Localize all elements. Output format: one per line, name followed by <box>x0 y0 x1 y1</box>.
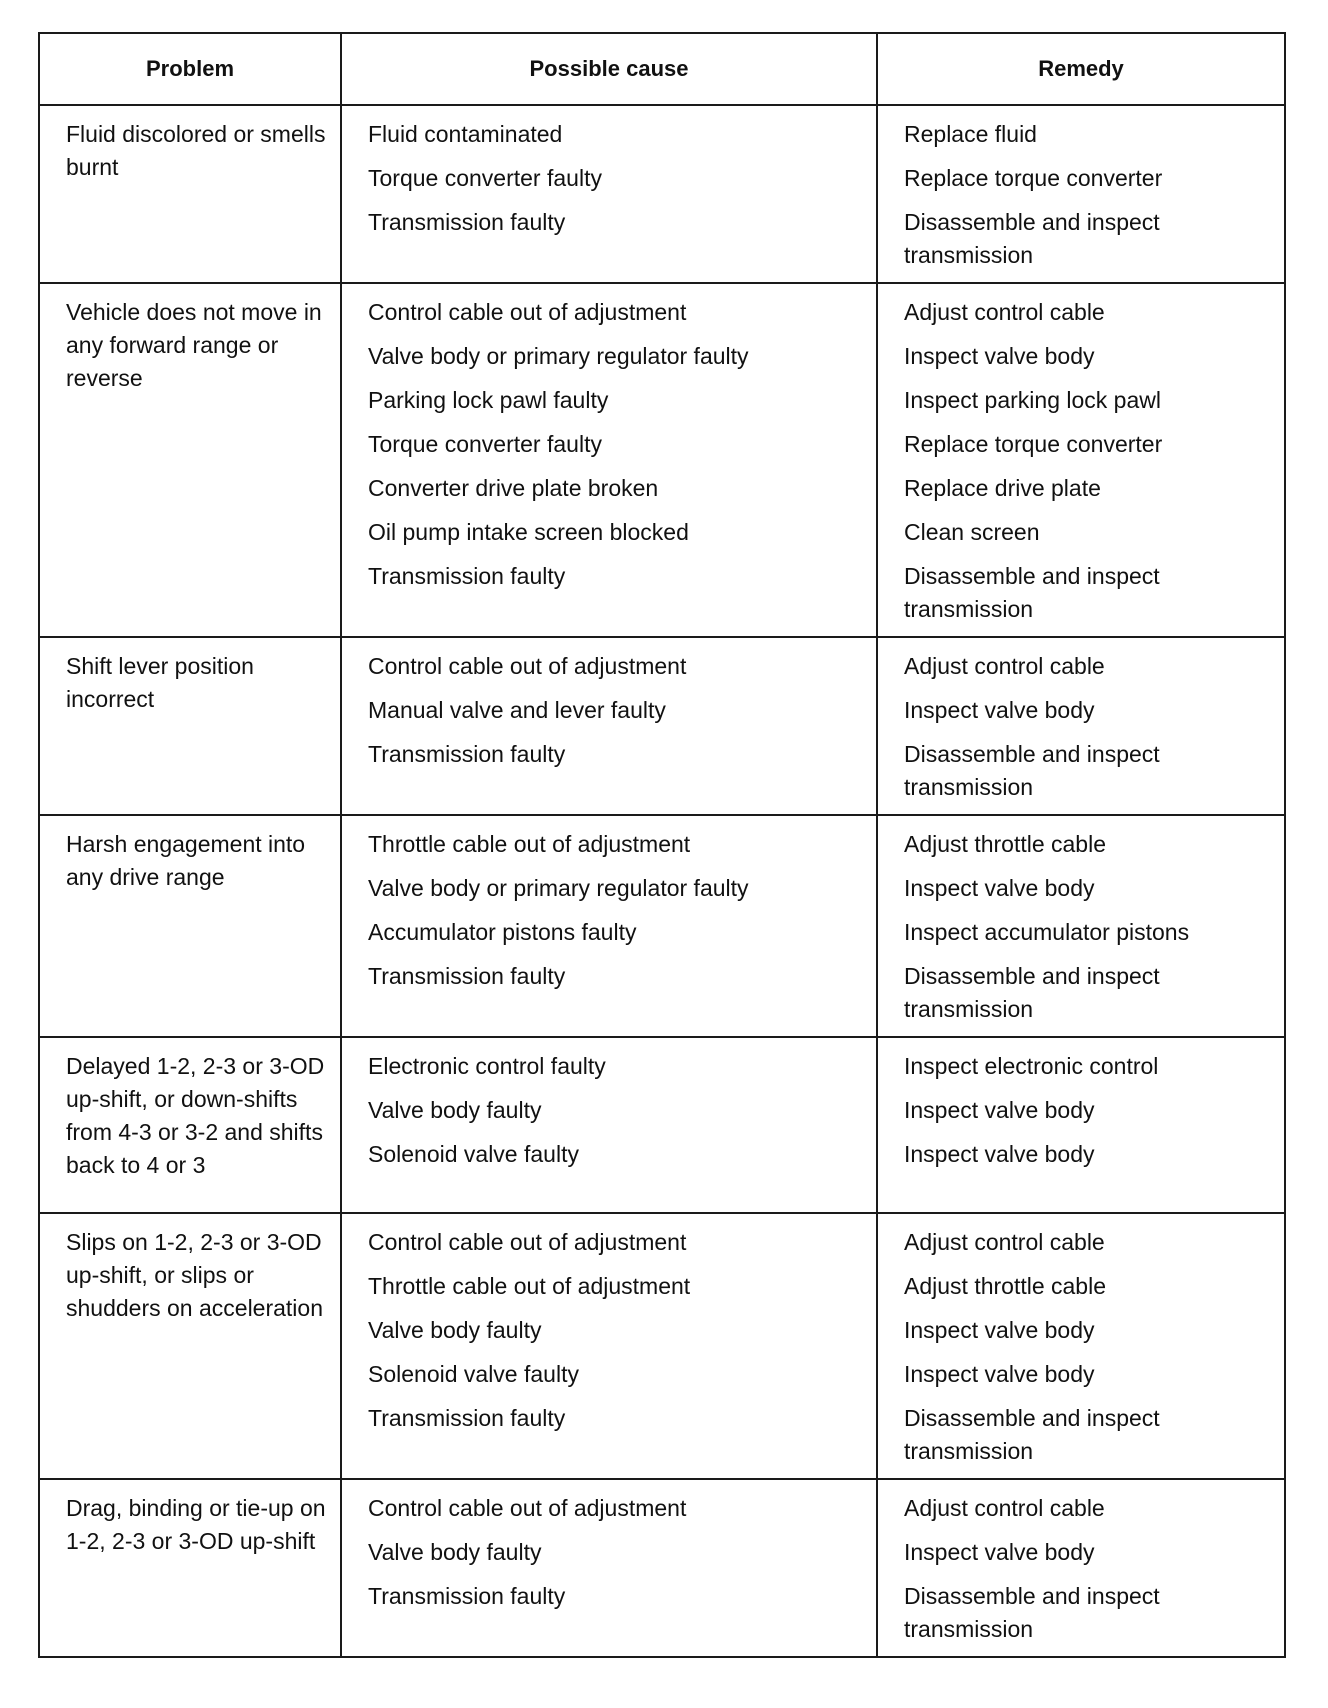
cause-item: Control cable out of adjustment <box>368 1229 687 1255</box>
remedy-item: Inspect valve body <box>904 697 1095 723</box>
cause-item: Torque converter faulty <box>368 431 602 457</box>
header-possible-cause: Possible cause <box>341 33 877 105</box>
problem-cell <box>39 815 341 1037</box>
table-row <box>39 105 1285 283</box>
header-remedy: Remedy <box>877 33 1285 105</box>
cause-item: Control cable out of adjustment <box>368 1495 687 1521</box>
cause-item: Fluid contaminated <box>368 121 563 147</box>
remedy-cell <box>877 283 1285 637</box>
remedy-item: Inspect accumulator pistons <box>904 919 1190 945</box>
remedy-cell <box>877 637 1285 815</box>
remedy-item: Disassemble and inspect transmission <box>904 563 1160 622</box>
problem-text: Slips on 1-2, 2-3 or 3-OD up-shift, or slips or shudders on acceleration <box>66 1229 323 1321</box>
remedy-cell <box>877 815 1285 1037</box>
cause-item: Transmission faulty <box>368 563 566 589</box>
remedy-item: Adjust throttle cable <box>904 1273 1107 1299</box>
table-header <box>39 33 1285 105</box>
remedy-item: Replace drive plate <box>904 475 1101 501</box>
cause-item: Transmission faulty <box>368 1405 566 1431</box>
cause-item: Manual valve and lever faulty <box>368 697 666 723</box>
problem-cell <box>39 637 341 815</box>
cause-item: Valve body or primary regulator faulty <box>368 343 749 369</box>
troubleshooting-table <box>38 32 1286 1658</box>
problem-cell <box>39 1213 341 1479</box>
remedy-item: Inspect valve body <box>904 1141 1095 1167</box>
remedy-item: Adjust control cable <box>904 653 1105 679</box>
problem-cell <box>39 283 341 637</box>
possible-cause-cell <box>341 815 877 1037</box>
cause-item: Accumulator pistons faulty <box>368 919 637 945</box>
remedy-item: Replace fluid <box>904 121 1037 147</box>
remedy-cell <box>877 1479 1285 1657</box>
table-row <box>39 283 1285 637</box>
possible-cause-cell <box>341 637 877 815</box>
cause-item: Oil pump intake screen blocked <box>368 519 689 545</box>
remedy-item: Clean screen <box>904 519 1040 545</box>
cause-item: Valve body or primary regulator faulty <box>368 875 749 901</box>
cause-item: Transmission faulty <box>368 1583 566 1609</box>
problem-text: Vehicle does not move in any forward range or reverse <box>66 299 322 391</box>
cause-item: Throttle cable out of adjustment <box>368 831 691 857</box>
table-row <box>39 815 1285 1037</box>
troubleshooting-table-container <box>38 32 1284 1658</box>
remedy-item: Inspect valve body <box>904 875 1095 901</box>
cause-item: Valve body faulty <box>368 1097 542 1123</box>
remedy-item: Inspect electronic control <box>904 1053 1159 1079</box>
table-body <box>39 105 1285 1657</box>
remedy-item: Disassemble and inspect transmission <box>904 1583 1160 1642</box>
remedy-item: Adjust control cable <box>904 299 1105 325</box>
remedy-cell <box>877 1213 1285 1479</box>
remedy-item: Inspect valve body <box>904 343 1095 369</box>
possible-cause-cell <box>341 1213 877 1479</box>
cause-item: Valve body faulty <box>368 1317 542 1343</box>
cause-item: Valve body faulty <box>368 1539 542 1565</box>
remedy-item: Replace torque converter <box>904 165 1163 191</box>
remedy-item: Inspect valve body <box>904 1361 1095 1387</box>
remedy-item: Adjust control cable <box>904 1495 1105 1521</box>
cause-item: Solenoid valve faulty <box>368 1361 579 1387</box>
cause-item: Control cable out of adjustment <box>368 653 687 679</box>
possible-cause-cell <box>341 1479 877 1657</box>
remedy-item: Disassemble and inspect transmission <box>904 1405 1160 1464</box>
problem-text: Delayed 1-2, 2-3 or 3-OD up-shift, or down-shifts from 4-3 or 3-2 and shifts back to 4 or 3 <box>66 1053 325 1178</box>
cause-item: Parking lock pawl faulty <box>368 387 609 413</box>
cause-item: Transmission faulty <box>368 209 566 235</box>
remedy-item: Inspect parking lock pawl <box>904 387 1161 413</box>
cause-item: Converter drive plate broken <box>368 475 659 501</box>
cause-item: Torque converter faulty <box>368 165 602 191</box>
cause-item: Electronic control faulty <box>368 1053 606 1079</box>
cause-item: Control cable out of adjustment <box>368 299 687 325</box>
table-row <box>39 1479 1285 1657</box>
remedy-cell <box>877 1037 1285 1213</box>
remedy-item: Disassemble and inspect transmission <box>904 963 1160 1022</box>
possible-cause-cell <box>341 283 877 637</box>
remedy-item: Adjust control cable <box>904 1229 1105 1255</box>
remedy-item: Inspect valve body <box>904 1317 1095 1343</box>
possible-cause-cell <box>341 1037 877 1213</box>
table-row <box>39 1213 1285 1479</box>
remedy-item: Disassemble and inspect transmission <box>904 209 1160 268</box>
problem-text: Harsh engagement into any drive range <box>66 831 306 890</box>
possible-cause-cell <box>341 105 877 283</box>
cause-item: Solenoid valve faulty <box>368 1141 579 1167</box>
problem-cell <box>39 1479 341 1657</box>
remedy-item: Inspect valve body <box>904 1097 1095 1123</box>
remedy-item: Inspect valve body <box>904 1539 1095 1565</box>
problem-text: Drag, binding or tie-up on 1-2, 2-3 or 3-OD up-shift <box>66 1495 326 1554</box>
table-row <box>39 1037 1285 1213</box>
problem-cell <box>39 105 341 283</box>
remedy-item: Adjust throttle cable <box>904 831 1107 857</box>
cause-item: Transmission faulty <box>368 741 566 767</box>
header-problem: Problem <box>39 33 341 105</box>
problem-cell <box>39 1037 341 1213</box>
problem-text: Fluid discolored or smells burnt <box>66 121 326 180</box>
remedy-item: Replace torque converter <box>904 431 1163 457</box>
cause-item: Throttle cable out of adjustment <box>368 1273 691 1299</box>
remedy-item: Disassemble and inspect transmission <box>904 741 1160 800</box>
problem-text: Shift lever position incorrect <box>66 653 254 712</box>
remedy-cell <box>877 105 1285 283</box>
header-row <box>39 33 1285 105</box>
table-row <box>39 637 1285 815</box>
cause-item: Transmission faulty <box>368 963 566 989</box>
